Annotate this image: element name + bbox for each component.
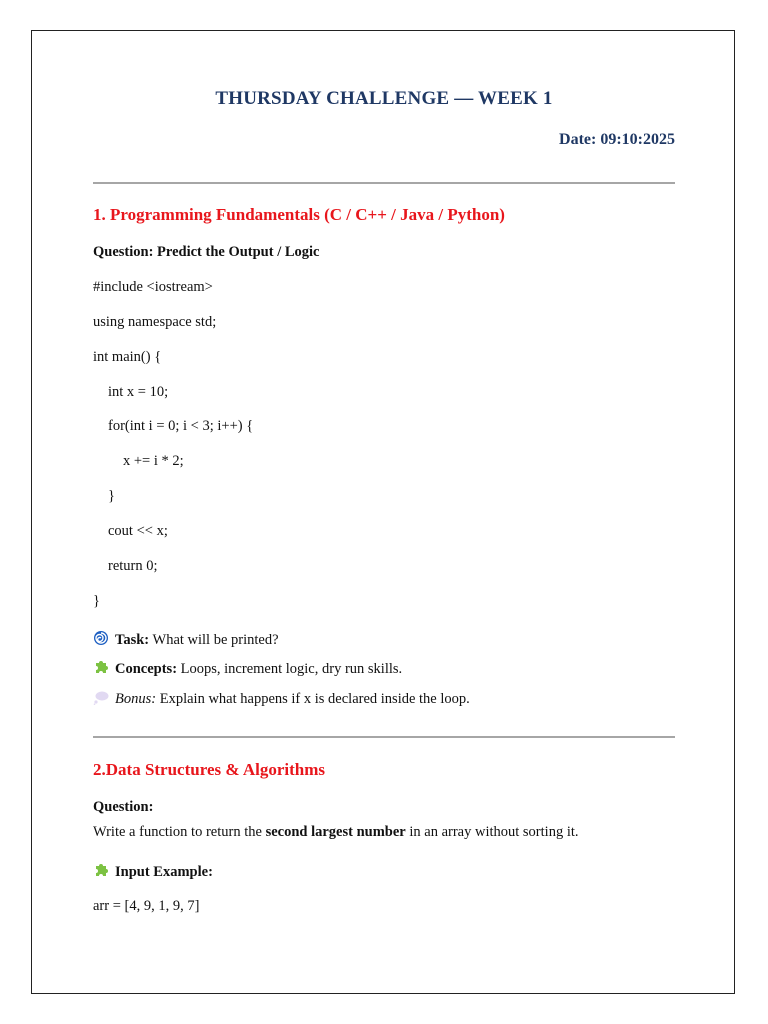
bonus-line — [93, 689, 470, 708]
concepts-line — [93, 659, 402, 678]
code-line: int main() { — [93, 349, 162, 365]
code-line: for(int i = 0; i < 3; i++) { — [108, 418, 254, 434]
concepts-text: Loops, increment logic, dry run skills. — [177, 661, 403, 677]
code-line: cout << x; — [108, 523, 168, 539]
question-text-bold: second largest number — [265, 824, 406, 840]
divider — [93, 736, 675, 738]
puzzle-icon — [93, 862, 109, 878]
code-line: int x = 10; — [108, 384, 169, 400]
concepts-label: Concepts: — [115, 661, 178, 677]
input-example-label: Input Example: — [115, 864, 213, 880]
bonus-label: Bonus: — [115, 691, 157, 707]
task-label: Task: — [115, 632, 150, 648]
section1-heading: 1. Programming Fundamentals (C / C++ / Java / Python) — [93, 205, 505, 224]
code-line: } — [108, 488, 115, 504]
code-line: using namespace std; — [93, 314, 217, 330]
code-line: x += i * 2; — [123, 453, 184, 469]
code-line: return 0; — [108, 558, 158, 574]
input-example-value: arr = [4, 9, 1, 9, 7] — [93, 898, 200, 914]
code-line: #include <iostream> — [93, 279, 213, 295]
page-border — [31, 30, 735, 994]
puzzle-icon — [93, 659, 109, 675]
input-example-line — [93, 862, 213, 881]
section2-question-text — [93, 824, 579, 841]
question-text-post: in an array without sorting it. — [405, 824, 579, 840]
section1-question-label: Question: Predict the Output / Logic — [93, 244, 320, 260]
page-title: THURSDAY CHALLENGE — WEEK 1 — [215, 88, 553, 109]
task-text: What will be printed? — [149, 632, 279, 648]
divider — [93, 182, 675, 184]
question-text-pre: Write a function to return the — [93, 824, 266, 840]
task-line — [93, 630, 279, 649]
cyclone-icon — [93, 630, 109, 646]
section2-question-label: Question: — [93, 799, 154, 815]
thought-bubble-icon — [93, 689, 109, 705]
bonus-text: Explain what happens if x is declared inside the loop. — [156, 691, 470, 707]
section2-heading: 2.Data Structures & Algorithms — [93, 760, 325, 779]
date-label: Date: 09:10:2025 — [559, 131, 675, 148]
code-line: } — [93, 593, 100, 609]
